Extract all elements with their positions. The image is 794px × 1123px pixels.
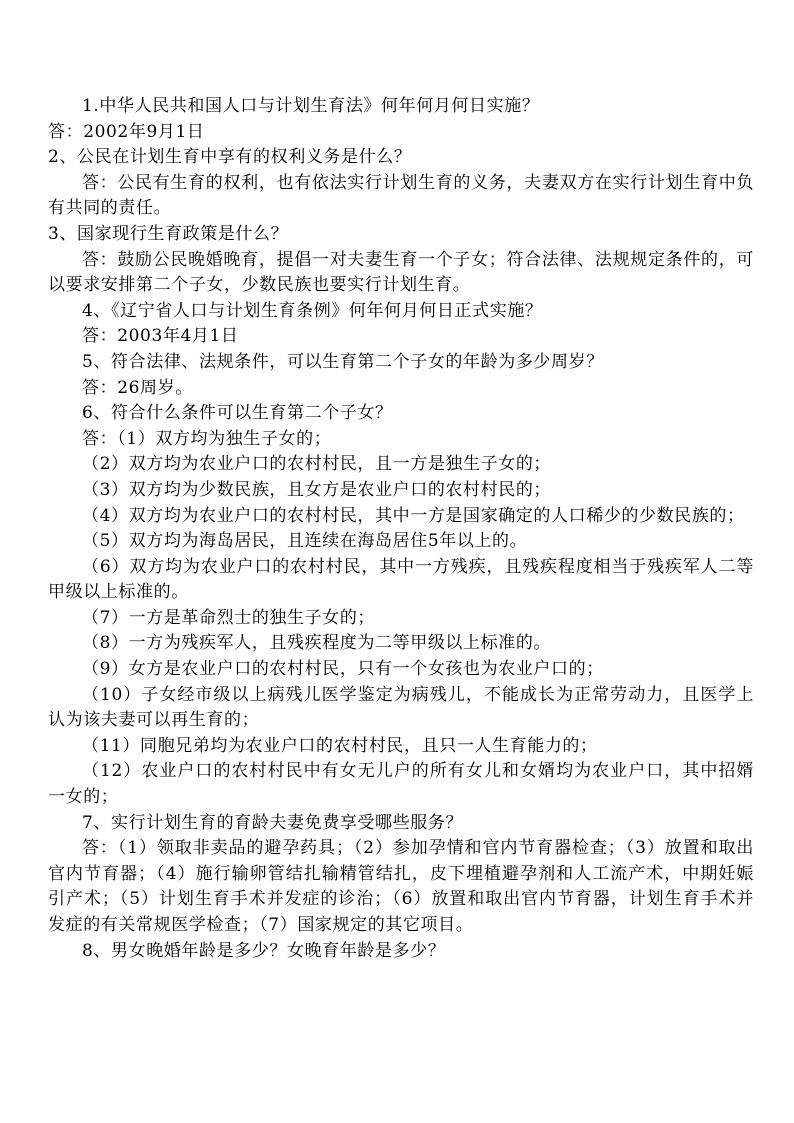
answer-7: 答：（1）领取非卖品的避孕药具；（2）参加孕情和官内节育器检查；（3）放置和取出官内节育器；（4）施行输卵管结扎输精管结扎，皮下埋植避孕剂和人工流产术，中期妊娠引产术；（5）计划生育手术并发症的诊治；（6）放置和取出官内节育器，计划生育手术并发症的有关常规医学检查；（7）国家规定的其它项目。 [48,838,754,935]
answer-3: 答：鼓励公民晚婚晚育，提倡一对夫妻生育一个子女；符合法律、法规规定条件的，可以要求安排第二个子女，少数民族也要实行计划生育。 [48,249,754,296]
answer-6-item-10: （10）子女经市级以上病残儿医学鉴定为病残儿，不能成长为正常劳动力，且医学上认为该夫妻可以再生育的； [48,684,754,731]
answer-5: 答：26周岁。 [82,377,193,398]
answer-6-item-9: （9）女方是农业户口的农村村民，只有一个女孩也为农业户口的； [82,659,604,680]
question-5: 5、符合法律、法规条件，可以生育第二个子女的年龄为多少周岁？ [82,351,604,372]
question-7: 7、实行计划生育的育龄夫妻免费享受哪些服务？ [82,812,464,833]
document-body [48,94,754,964]
answer-2: 答：公民有生育的权利，也有依法实行计划生育的义务，夫妻双方在实行计划生育中负有共同的责任。 [48,172,754,219]
answer-6-item-4: （4）双方均为农业户口的农村村民，其中一方是国家确定的人口稀少的少数民族的； [82,505,745,526]
answer-6-item-8: （8）一方为残疾军人，且残疾程度为二等甲级以上标准的。 [82,633,552,654]
question-6: 6、符合什么条件可以生育第二个子女？ [82,403,393,424]
question-1: 1.中华人民共和国人口与计划生育法》何年何月何日实施？ [82,96,540,116]
answer-4: 答：2003年4月1日 [82,326,239,347]
question-8: 8、男女晚婚年龄是多少？女晚育年龄是多少？ [82,940,446,961]
answer-6-item-11: （11）同胞兄弟均为农业户口的农村村民，且只一人生育能力的； [82,735,598,756]
question-4: 4、《辽宁省人口与计划生育条例》何年何月何日正式实施？ [82,300,543,321]
answer-6-item-12: （12）农业户口的农村村民中有女无儿户的所有女儿和女婿均为农业户口，其中招婿一女的； [48,761,754,808]
answer-6-item-5: （5）双方均为海岛居民，且连续在海岛居住5年以上的。 [82,531,528,552]
answer-6-item-1: 答：（1）双方均为独生子女的； [82,428,332,449]
question-2: 2、公民在计划生育中享有的权利义务是什么？ [48,147,412,168]
answer-6-item-6: （6）双方均为农业户口的农村村民，其中一方残疾，且残疾程度相当于残疾军人二等甲级以上标准的。 [48,556,754,603]
answer-6-item-7: （7）一方是革命烈士的独生子女的； [82,607,376,628]
question-3: 3、国家现行生育政策是什么？ [48,223,289,244]
answer-6-item-2: （2）双方均为农业户口的农村村民，且一方是独生子女的； [82,454,552,475]
answer-6-item-3: （3）双方均为少数民族，且女方是农业户口的农村村民的； [82,479,552,500]
answer-1: 答：2002年9月1日 [48,121,205,142]
